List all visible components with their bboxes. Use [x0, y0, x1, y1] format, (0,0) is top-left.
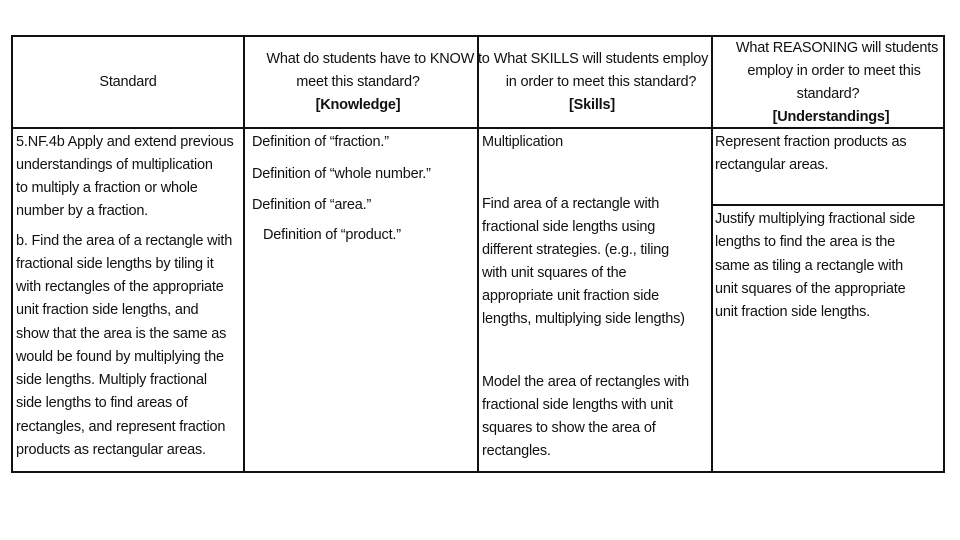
reasoning-row-divider — [712, 204, 945, 206]
skills-item-line: fractional side lengths with unit — [482, 397, 673, 413]
table-border-left — [11, 35, 13, 473]
standard-text-line: side lengths to find areas of — [16, 395, 188, 411]
header-skills-line: What SKILLS will students employ — [493, 51, 709, 67]
knowledge-item: Definition of “whole number.” — [252, 166, 431, 182]
standard-text-line: fractional side lengths by tiling it — [16, 256, 214, 272]
header-reasoning-line: What REASONING will students — [735, 40, 939, 56]
column-divider-2 — [477, 35, 479, 473]
reasoning-item-line: same as tiling a rectangle with — [715, 258, 904, 274]
reasoning-item-line: unit fraction side lengths. — [715, 304, 870, 320]
header-skills-line: in order to meet this standard? — [505, 74, 697, 90]
standard-text-line: products as rectangular areas. — [16, 442, 206, 458]
skills-item-line: squares to show the area of — [482, 420, 656, 436]
standard-text-line: would be found by multiplying the — [16, 349, 224, 365]
skills-item-line: lengths, multiplying side lengths) — [482, 311, 685, 327]
skills-item-line: appropriate unit fraction side — [482, 288, 659, 304]
table-border-right — [943, 35, 945, 473]
header-knowledge-line: meet this standard? — [296, 74, 420, 90]
standard-text-line: side lengths. Multiply fractional — [16, 372, 207, 388]
skills-item-line: Find area of a rectangle with — [482, 196, 660, 212]
header-reasoning-line: employ in order to meet this — [747, 63, 921, 79]
skills-item: Multiplication — [482, 134, 564, 150]
reasoning-item-line: lengths to find the area is the — [715, 234, 896, 250]
standard-text-line: unit fraction side lengths, and — [16, 302, 199, 318]
skills-item-line: Model the area of rectangles with — [482, 374, 689, 390]
skills-item-line: with unit squares of the — [482, 265, 627, 281]
skills-item-line: rectangles. — [482, 443, 551, 459]
header-knowledge-line: What do students have to KNOW to — [266, 51, 490, 67]
standard-text-line: show that the area is the same as — [16, 326, 227, 342]
header-reasoning-line: standard? — [796, 86, 860, 102]
knowledge-item: Definition of “product.” — [263, 227, 401, 243]
reasoning-item-line: Represent fraction products as — [715, 134, 907, 150]
knowledge-item: Definition of “area.” — [252, 197, 372, 213]
standard-text-line: rectangles, and represent fraction — [16, 419, 226, 435]
standard-text-line: 5.NF.4b Apply and extend previous — [16, 134, 234, 150]
skills-item-line: fractional side lengths using — [482, 219, 656, 235]
header-skills-label: [Skills] — [569, 97, 615, 113]
reasoning-item-line: unit squares of the appropriate — [715, 281, 906, 297]
header-standard: Standard — [99, 74, 157, 90]
standard-text-line: number by a fraction. — [16, 203, 149, 219]
standard-text-line: with rectangles of the appropriate — [16, 279, 224, 295]
skills-item-line: different strategies. (e.g., tiling — [482, 242, 669, 258]
standard-text-line: b. Find the area of a rectangle with — [16, 233, 233, 249]
reasoning-item-line: Justify multiplying fractional side — [715, 211, 916, 227]
column-divider-3 — [711, 35, 713, 473]
header-reasoning-label: [Understandings] — [772, 109, 890, 125]
standard-text-line: to multiply a fraction or whole — [16, 180, 198, 196]
header-knowledge-label: [Knowledge] — [315, 97, 401, 113]
standard-text-line: understandings of multiplication — [16, 157, 213, 173]
knowledge-item: Definition of “fraction.” — [252, 134, 389, 150]
reasoning-item-line: rectangular areas. — [715, 157, 829, 173]
column-divider-1 — [243, 35, 245, 473]
